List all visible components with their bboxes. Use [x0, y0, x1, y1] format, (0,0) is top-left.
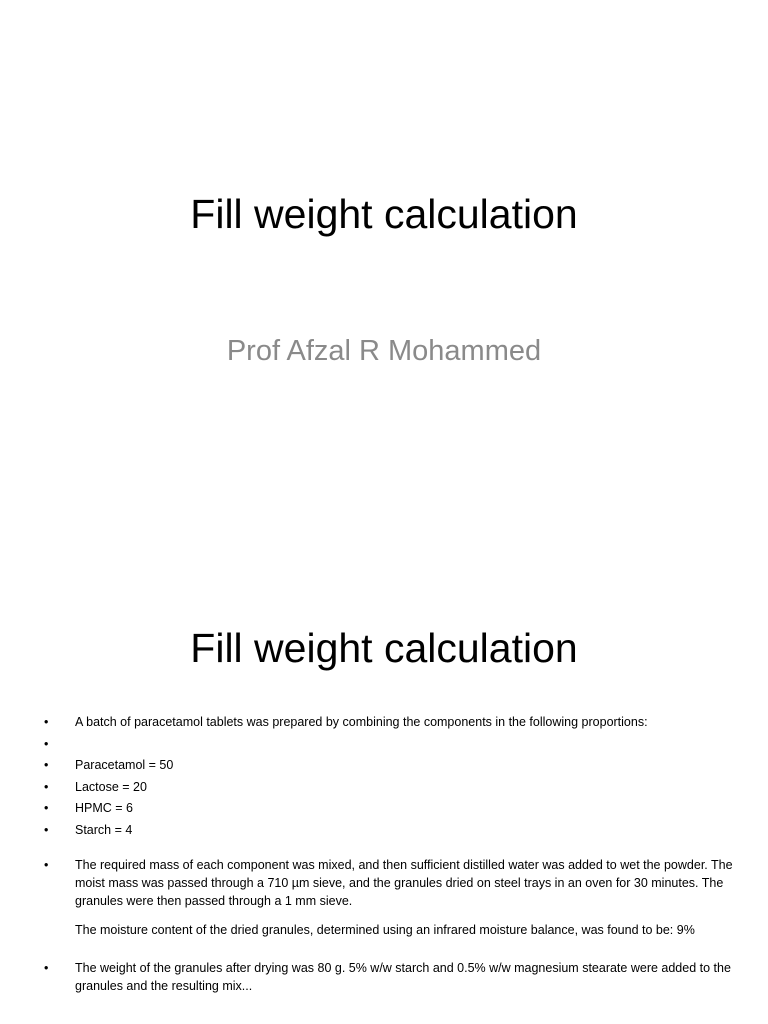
list-item: [44, 713, 734, 731]
slide-title: Fill weight calculation: [190, 625, 578, 671]
bullet-icon: •: [44, 779, 49, 794]
bullet-text: A batch of paracetamol tablets was prepared by combining the components in the following proportions:: [75, 715, 648, 729]
bullet-icon: •: [44, 715, 49, 729]
bullet-text: Starch = 4: [75, 822, 133, 837]
bullet-text: HPMC = 6: [75, 801, 134, 815]
list-item: [44, 856, 734, 910]
bullet-text: Paracetamol = 50: [75, 758, 174, 772]
bullet-text: Lactose = 20: [75, 779, 147, 794]
list-item: [44, 821, 734, 839]
list-item: [44, 959, 734, 995]
slide-subtitle-author: Prof Afzal R Mohammed: [226, 335, 542, 367]
bullet-icon: •: [44, 801, 49, 815]
list-item: [44, 778, 734, 796]
paragraph: [44, 921, 734, 939]
bullet-icon: •: [44, 758, 49, 772]
bullet-icon: •: [44, 960, 49, 975]
bullet-list: [44, 713, 734, 995]
bullet-text: The required mass of each component was mixed, and then sufficient distilled water was added to wet the powder. The moist mass was passed through a 710 µm sieve, and the granules dried on steel trays in an oven for 30 minutes. The granules were then passed through a 1 mm sieve.: [75, 857, 733, 908]
list-item: [44, 735, 734, 753]
bullet-icon: •: [44, 857, 49, 872]
bullet-icon: •: [44, 822, 49, 837]
list-item: [44, 756, 734, 774]
list-item: [44, 799, 734, 817]
bullet-text: [75, 737, 78, 751]
bullet-text: The weight of the granules after drying was 80 g. 5% w/w starch and 0.5% w/w magnesium stearate were added to the granules and the resulting mix...: [75, 960, 731, 993]
moisture-paragraph-text: The moisture content of the dried granules, determined using an infrared moisture balance, was found to be: 9%: [75, 922, 695, 937]
slide-title: Fill weight calculation: [190, 191, 578, 237]
content-slide: [0, 576, 768, 1024]
bullet-icon: •: [44, 736, 49, 751]
